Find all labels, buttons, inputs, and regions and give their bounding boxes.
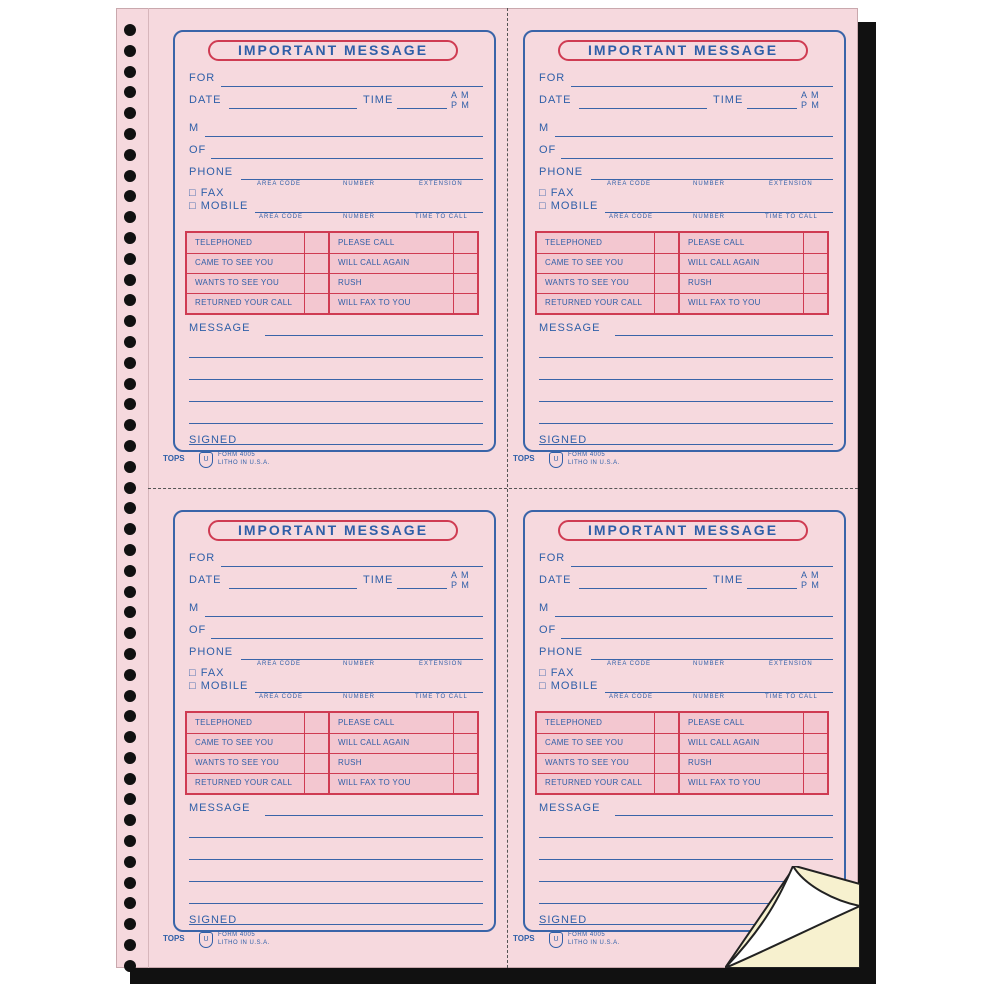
fax-option bbox=[539, 667, 575, 679]
option-rush: RUSH bbox=[330, 273, 453, 294]
of-label: OF bbox=[539, 624, 557, 636]
option-telephoned: TELEPHONED bbox=[187, 233, 304, 254]
for-label: FOR bbox=[189, 72, 216, 84]
date-label: DATE bbox=[189, 94, 222, 106]
mobile-line[interactable] bbox=[605, 212, 833, 213]
checkbox-please-call[interactable] bbox=[803, 713, 827, 734]
form-number-block bbox=[218, 931, 270, 947]
mobile-line[interactable] bbox=[605, 692, 833, 693]
spiral-hole bbox=[124, 502, 136, 514]
option-returned-your-call: RETURNED YOUR CALL bbox=[545, 778, 643, 787]
option-rush: RUSH bbox=[680, 753, 803, 774]
time-label: TIME bbox=[363, 574, 394, 586]
fax-option bbox=[189, 667, 225, 679]
option-will-call-again: WILL CALL AGAIN bbox=[680, 253, 803, 274]
mobile-label: MOBILE bbox=[550, 200, 599, 212]
signature-line[interactable] bbox=[189, 924, 483, 925]
option-came-to-see-you: CAME TO SEE YOU bbox=[537, 253, 654, 274]
am-pm-marks bbox=[801, 90, 820, 110]
pm-label: P M bbox=[801, 100, 820, 110]
message-label: MESSAGE bbox=[189, 322, 251, 334]
am-label: A M bbox=[801, 570, 820, 580]
option-rush: RUSH bbox=[680, 273, 803, 294]
grid-divider bbox=[803, 713, 804, 793]
message-options-grid bbox=[185, 231, 479, 315]
printed-in: LITHO IN U.S.A. bbox=[218, 460, 270, 466]
mobile-option bbox=[539, 200, 598, 212]
checkbox-rush[interactable] bbox=[803, 753, 827, 774]
option-returned-your-call: RETURNED YOUR CALL bbox=[545, 298, 643, 307]
spiral-hole bbox=[124, 107, 136, 119]
date-label: DATE bbox=[189, 574, 222, 586]
message-line[interactable] bbox=[189, 837, 483, 838]
spiral-hole bbox=[124, 960, 136, 972]
option-wants-to-see-you: WANTS TO SEE YOU bbox=[537, 273, 654, 294]
number-label: NUMBER bbox=[693, 661, 726, 667]
brand-logo-icon: U bbox=[549, 452, 563, 468]
mobile-checkbox[interactable]: □ bbox=[189, 680, 197, 692]
brand-name: TOPS bbox=[513, 934, 535, 943]
time-to-call-label: TIME TO CALL bbox=[415, 214, 468, 220]
spiral-hole bbox=[124, 544, 136, 556]
signed-label: SIGNED bbox=[189, 434, 238, 446]
checkbox-please-call[interactable] bbox=[453, 233, 477, 254]
checkbox-came-to-see-you[interactable] bbox=[654, 733, 679, 754]
form-title: IMPORTANT MESSAGE bbox=[208, 520, 458, 541]
of-line[interactable] bbox=[211, 638, 483, 639]
spiral-hole bbox=[124, 128, 136, 140]
page-curl-carbon-copy bbox=[725, 866, 860, 968]
checkbox-will-fax-to-you[interactable] bbox=[453, 773, 477, 794]
spiral-hole bbox=[124, 523, 136, 535]
am-label: A M bbox=[451, 570, 470, 580]
time-line[interactable] bbox=[397, 588, 447, 589]
for-line[interactable] bbox=[221, 86, 483, 87]
checkbox-rush[interactable] bbox=[453, 273, 477, 294]
pm-label: P M bbox=[451, 580, 470, 590]
checkbox-wants-to-see-you[interactable] bbox=[304, 273, 329, 294]
date-line[interactable] bbox=[579, 588, 707, 589]
spiral-hole bbox=[124, 731, 136, 743]
fax-label: FAX bbox=[200, 667, 225, 679]
spiral-hole bbox=[124, 773, 136, 785]
checkbox-returned-your-call[interactable] bbox=[304, 773, 329, 794]
message-label: MESSAGE bbox=[189, 802, 251, 814]
caller-prefix-label: M bbox=[189, 122, 200, 134]
form-number-block bbox=[568, 931, 620, 947]
grid-center-divider bbox=[328, 713, 330, 793]
checkbox-will-fax-to-you[interactable] bbox=[453, 293, 477, 314]
mobile-checkbox[interactable]: □ bbox=[189, 200, 197, 212]
checkbox-came-to-see-you[interactable] bbox=[304, 253, 329, 274]
spiral-hole bbox=[124, 274, 136, 286]
spiral-hole bbox=[124, 315, 136, 327]
message-line[interactable] bbox=[615, 335, 833, 336]
spiral-hole bbox=[124, 378, 136, 390]
message-options-grid bbox=[535, 711, 829, 795]
spiral-hole bbox=[124, 690, 136, 702]
phone-label: PHONE bbox=[189, 646, 234, 658]
message-label: MESSAGE bbox=[539, 802, 601, 814]
spiral-hole bbox=[124, 648, 136, 660]
brand-name: TOPS bbox=[163, 454, 185, 463]
grid-divider bbox=[654, 233, 655, 313]
option-rush: RUSH bbox=[330, 753, 453, 774]
form-title: IMPORTANT MESSAGE bbox=[208, 40, 458, 61]
am-label: A M bbox=[451, 90, 470, 100]
extension-label: EXTENSION bbox=[769, 661, 813, 667]
time-to-call-label: TIME TO CALL bbox=[765, 214, 818, 220]
area-code-label: AREA CODE bbox=[257, 661, 302, 667]
option-wants-to-see-you: WANTS TO SEE YOU bbox=[187, 753, 304, 774]
spiral-hole bbox=[124, 211, 136, 223]
option-telephoned: TELEPHONED bbox=[537, 713, 654, 734]
spiral-hole bbox=[124, 482, 136, 494]
area-code-label: AREA CODE bbox=[609, 214, 654, 220]
fax-checkbox[interactable]: □ bbox=[189, 667, 197, 679]
caller-prefix-label: M bbox=[189, 602, 200, 614]
spiral-hole bbox=[124, 793, 136, 805]
spiral-hole bbox=[124, 45, 136, 57]
message-line[interactable] bbox=[189, 859, 483, 860]
grid-divider bbox=[803, 233, 804, 313]
fax-label: FAX bbox=[550, 187, 575, 199]
option-please-call: PLEASE CALL bbox=[680, 713, 803, 734]
fax-checkbox[interactable]: □ bbox=[539, 667, 547, 679]
message-line[interactable] bbox=[265, 335, 483, 336]
option-came-to-see-you: CAME TO SEE YOU bbox=[187, 733, 304, 754]
fax-checkbox[interactable]: □ bbox=[539, 187, 547, 199]
grid-center-divider bbox=[678, 713, 680, 793]
phone-label: PHONE bbox=[539, 166, 584, 178]
option-telephoned: TELEPHONED bbox=[537, 233, 654, 254]
checkbox-wants-to-see-you[interactable] bbox=[304, 753, 329, 774]
date-line[interactable] bbox=[229, 588, 357, 589]
mobile-label: MOBILE bbox=[200, 680, 249, 692]
mobile-label: MOBILE bbox=[200, 200, 249, 212]
date-label: DATE bbox=[539, 574, 572, 586]
checkbox-rush[interactable] bbox=[803, 273, 827, 294]
message-line[interactable] bbox=[189, 379, 483, 380]
form-number-block bbox=[568, 451, 620, 467]
checkbox-will-call-again[interactable] bbox=[453, 253, 477, 274]
checkbox-returned-your-call[interactable] bbox=[304, 293, 329, 314]
option-please-call: PLEASE CALL bbox=[680, 233, 803, 254]
for-label: FOR bbox=[539, 72, 566, 84]
message-line[interactable] bbox=[189, 401, 483, 402]
caller-line[interactable] bbox=[205, 136, 483, 137]
option-please-call: PLEASE CALL bbox=[330, 713, 453, 734]
mobile-option bbox=[539, 680, 598, 692]
message-line[interactable] bbox=[189, 423, 483, 424]
checkbox-came-to-see-you[interactable] bbox=[654, 253, 679, 274]
spiral-hole bbox=[124, 190, 136, 202]
spiral-hole bbox=[124, 398, 136, 410]
checkbox-please-call[interactable] bbox=[453, 713, 477, 734]
number-label: NUMBER bbox=[343, 214, 376, 220]
message-line[interactable] bbox=[189, 357, 483, 358]
signature-line[interactable] bbox=[189, 444, 483, 445]
option-returned-your-call: RETURNED YOUR CALL bbox=[195, 298, 293, 307]
mobile-label: MOBILE bbox=[550, 680, 599, 692]
option-came-to-see-you: CAME TO SEE YOU bbox=[537, 733, 654, 754]
time-label: TIME bbox=[713, 94, 744, 106]
of-label: OF bbox=[189, 624, 207, 636]
printed-in: LITHO IN U.S.A. bbox=[568, 940, 620, 946]
message-line[interactable] bbox=[189, 881, 483, 882]
am-pm-marks bbox=[451, 570, 470, 590]
message-line[interactable] bbox=[539, 379, 833, 380]
checkbox-returned-your-call[interactable] bbox=[654, 293, 679, 314]
option-will-fax-to-you: WILL FAX TO YOU bbox=[338, 778, 411, 787]
caller-line[interactable] bbox=[555, 136, 833, 137]
area-code-label: AREA CODE bbox=[259, 214, 304, 220]
checkbox-returned-your-call[interactable] bbox=[654, 773, 679, 794]
spiral-hole bbox=[124, 606, 136, 618]
checkbox-will-call-again[interactable] bbox=[453, 733, 477, 754]
spiral-hole bbox=[124, 710, 136, 722]
phone-label: PHONE bbox=[539, 646, 584, 658]
checkbox-telephoned[interactable] bbox=[654, 713, 679, 734]
spiral-hole bbox=[124, 232, 136, 244]
spiral-hole bbox=[124, 565, 136, 577]
option-telephoned: TELEPHONED bbox=[187, 713, 304, 734]
for-label: FOR bbox=[189, 552, 216, 564]
grid-divider bbox=[654, 713, 655, 793]
form-title: IMPORTANT MESSAGE bbox=[558, 520, 808, 541]
caller-prefix-label: M bbox=[539, 602, 550, 614]
spiral-hole bbox=[124, 627, 136, 639]
of-label: OF bbox=[539, 144, 557, 156]
message-line[interactable] bbox=[539, 859, 833, 860]
spiral-hole bbox=[124, 357, 136, 369]
spiral-hole bbox=[124, 461, 136, 473]
form-title: IMPORTANT MESSAGE bbox=[558, 40, 808, 61]
signed-label: SIGNED bbox=[539, 914, 588, 926]
am-label: A M bbox=[801, 90, 820, 100]
of-line[interactable] bbox=[561, 158, 833, 159]
fax-label: FAX bbox=[550, 667, 575, 679]
checkbox-rush[interactable] bbox=[453, 753, 477, 774]
number-label: NUMBER bbox=[343, 181, 376, 187]
area-code-label: AREA CODE bbox=[259, 694, 304, 700]
printed-in: LITHO IN U.S.A. bbox=[218, 940, 270, 946]
spiral-hole bbox=[124, 918, 136, 930]
grid-center-divider bbox=[328, 233, 330, 313]
date-line[interactable] bbox=[579, 108, 707, 109]
option-will-call-again: WILL CALL AGAIN bbox=[680, 733, 803, 754]
checkbox-wants-to-see-you[interactable] bbox=[654, 273, 679, 294]
extension-label: EXTENSION bbox=[419, 181, 463, 187]
form-number: FORM 4005 bbox=[218, 452, 256, 458]
spiral-hole bbox=[124, 170, 136, 182]
mobile-line[interactable] bbox=[255, 212, 483, 213]
checkbox-telephoned[interactable] bbox=[304, 713, 329, 734]
message-form bbox=[150, 8, 506, 486]
message-options-grid bbox=[535, 231, 829, 315]
spiral-hole bbox=[124, 939, 136, 951]
am-pm-marks bbox=[451, 90, 470, 110]
number-label: NUMBER bbox=[693, 181, 726, 187]
spiral-hole bbox=[124, 856, 136, 868]
spiral-hole bbox=[124, 897, 136, 909]
form-number: FORM 4005 bbox=[218, 932, 256, 938]
caller-prefix-label: M bbox=[539, 122, 550, 134]
fax-label: FAX bbox=[200, 187, 225, 199]
extension-label: EXTENSION bbox=[769, 181, 813, 187]
grid-divider bbox=[304, 713, 305, 793]
spiral-hole bbox=[124, 253, 136, 265]
spiral-hole bbox=[124, 419, 136, 431]
spiral-hole bbox=[124, 24, 136, 36]
number-label: NUMBER bbox=[343, 694, 376, 700]
time-label: TIME bbox=[363, 94, 394, 106]
option-will-call-again: WILL CALL AGAIN bbox=[330, 253, 453, 274]
message-line[interactable] bbox=[539, 401, 833, 402]
option-wants-to-see-you: WANTS TO SEE YOU bbox=[187, 273, 304, 294]
message-line[interactable] bbox=[539, 357, 833, 358]
checkbox-please-call[interactable] bbox=[803, 233, 827, 254]
spiral-binding bbox=[124, 24, 140, 972]
message-form bbox=[150, 488, 506, 966]
grid-divider bbox=[304, 233, 305, 313]
for-line[interactable] bbox=[221, 566, 483, 567]
phone-line[interactable] bbox=[591, 179, 833, 180]
form-number-block bbox=[218, 451, 270, 467]
checkbox-will-fax-to-you[interactable] bbox=[803, 773, 827, 794]
date-line[interactable] bbox=[229, 108, 357, 109]
time-to-call-label: TIME TO CALL bbox=[765, 694, 818, 700]
spiral-hole bbox=[124, 149, 136, 161]
form-border bbox=[173, 30, 496, 452]
pm-label: P M bbox=[801, 580, 820, 590]
checkbox-wants-to-see-you[interactable] bbox=[654, 753, 679, 774]
phone-line[interactable] bbox=[241, 659, 483, 660]
fax-option bbox=[189, 187, 225, 199]
spiral-hole bbox=[124, 877, 136, 889]
mobile-checkbox[interactable]: □ bbox=[539, 200, 547, 212]
extension-label: EXTENSION bbox=[419, 661, 463, 667]
message-line[interactable] bbox=[539, 837, 833, 838]
option-wants-to-see-you: WANTS TO SEE YOU bbox=[537, 753, 654, 774]
signed-label: SIGNED bbox=[539, 434, 588, 446]
of-line[interactable] bbox=[561, 638, 833, 639]
spiral-hole bbox=[124, 336, 136, 348]
checkbox-will-call-again[interactable] bbox=[803, 253, 827, 274]
message-line[interactable] bbox=[615, 815, 833, 816]
grid-divider bbox=[453, 233, 454, 313]
form-border bbox=[523, 30, 846, 452]
option-will-fax-to-you: WILL FAX TO YOU bbox=[338, 298, 411, 307]
time-to-call-label: TIME TO CALL bbox=[415, 694, 468, 700]
spiral-hole bbox=[124, 440, 136, 452]
brand-logo-icon: U bbox=[549, 932, 563, 948]
phone-line[interactable] bbox=[241, 179, 483, 180]
number-label: NUMBER bbox=[693, 694, 726, 700]
for-label: FOR bbox=[539, 552, 566, 564]
time-label: TIME bbox=[713, 574, 744, 586]
spiral-hole bbox=[124, 669, 136, 681]
mobile-option bbox=[189, 680, 248, 692]
time-line[interactable] bbox=[747, 108, 797, 109]
message-line[interactable] bbox=[189, 903, 483, 904]
brand-name: TOPS bbox=[513, 454, 535, 463]
grid-center-divider bbox=[678, 233, 680, 313]
option-will-fax-to-you: WILL FAX TO YOU bbox=[688, 298, 761, 307]
message-form bbox=[500, 8, 856, 486]
printed-in: LITHO IN U.S.A. bbox=[568, 460, 620, 466]
brand-logo-icon: U bbox=[199, 452, 213, 468]
option-will-call-again: WILL CALL AGAIN bbox=[330, 733, 453, 754]
spiral-hole bbox=[124, 66, 136, 78]
area-code-label: AREA CODE bbox=[257, 181, 302, 187]
phone-label: PHONE bbox=[189, 166, 234, 178]
time-line[interactable] bbox=[747, 588, 797, 589]
message-line[interactable] bbox=[265, 815, 483, 816]
for-line[interactable] bbox=[571, 566, 833, 567]
message-options-grid bbox=[185, 711, 479, 795]
number-label: NUMBER bbox=[693, 214, 726, 220]
of-label: OF bbox=[189, 144, 207, 156]
option-returned-your-call: RETURNED YOUR CALL bbox=[195, 778, 293, 787]
fax-checkbox[interactable]: □ bbox=[189, 187, 197, 199]
form-border bbox=[173, 510, 496, 932]
mobile-checkbox[interactable]: □ bbox=[539, 680, 547, 692]
caller-line[interactable] bbox=[205, 616, 483, 617]
checkbox-telephoned[interactable] bbox=[654, 233, 679, 254]
checkbox-came-to-see-you[interactable] bbox=[304, 733, 329, 754]
checkbox-will-fax-to-you[interactable] bbox=[803, 293, 827, 314]
time-line[interactable] bbox=[397, 108, 447, 109]
spiral-hole bbox=[124, 294, 136, 306]
message-line[interactable] bbox=[539, 423, 833, 424]
spiral-hole bbox=[124, 86, 136, 98]
spiral-hole bbox=[124, 814, 136, 826]
checkbox-will-call-again[interactable] bbox=[803, 733, 827, 754]
spiral-hole bbox=[124, 835, 136, 847]
form-number: FORM 4005 bbox=[568, 452, 606, 458]
grid-divider bbox=[453, 713, 454, 793]
option-please-call: PLEASE CALL bbox=[330, 233, 453, 254]
number-label: NUMBER bbox=[343, 661, 376, 667]
date-label: DATE bbox=[539, 94, 572, 106]
form-number: FORM 4005 bbox=[568, 932, 606, 938]
brand-name: TOPS bbox=[163, 934, 185, 943]
am-pm-marks bbox=[801, 570, 820, 590]
of-line[interactable] bbox=[211, 158, 483, 159]
for-line[interactable] bbox=[571, 86, 833, 87]
area-code-label: AREA CODE bbox=[607, 181, 652, 187]
brand-logo-icon: U bbox=[199, 932, 213, 948]
area-code-label: AREA CODE bbox=[607, 661, 652, 667]
caller-line[interactable] bbox=[555, 616, 833, 617]
message-label: MESSAGE bbox=[539, 322, 601, 334]
signed-label: SIGNED bbox=[189, 914, 238, 926]
signature-line[interactable] bbox=[539, 444, 833, 445]
option-will-fax-to-you: WILL FAX TO YOU bbox=[688, 778, 761, 787]
fax-option bbox=[539, 187, 575, 199]
area-code-label: AREA CODE bbox=[609, 694, 654, 700]
mobile-option bbox=[189, 200, 248, 212]
spiral-hole bbox=[124, 586, 136, 598]
mobile-line[interactable] bbox=[255, 692, 483, 693]
option-came-to-see-you: CAME TO SEE YOU bbox=[187, 253, 304, 274]
pm-label: P M bbox=[451, 100, 470, 110]
spiral-hole bbox=[124, 752, 136, 764]
phone-line[interactable] bbox=[591, 659, 833, 660]
checkbox-telephoned[interactable] bbox=[304, 233, 329, 254]
